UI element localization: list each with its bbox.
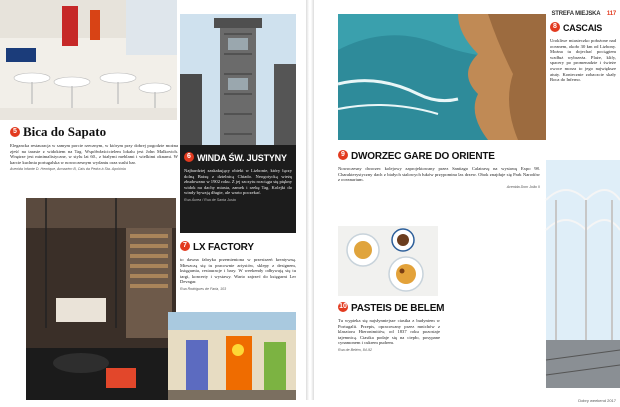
number-badge-icon: 10: [339, 302, 347, 310]
article-pasteis-de-belem: [338, 298, 445, 352]
article-bica-do-sapato: [10, 123, 178, 171]
article-heading: [10, 123, 178, 141]
article-address: Rua de Belém, 84-92: [338, 347, 372, 352]
article-address: Rua Rodrigues de Faria, 103: [180, 286, 227, 291]
article-address: Avenida Dom João II: [506, 184, 540, 189]
number-badge-icon: 8: [550, 22, 560, 32]
section-title: STREFA MIEJSKA: [551, 11, 601, 17]
page-gutter: [306, 0, 314, 400]
number-badge-icon: 7: [180, 241, 190, 251]
issue-label: Dobry weekend 2017: [578, 398, 616, 403]
right-page: [314, 0, 620, 403]
elevator-photo: [180, 14, 296, 154]
article-heading: [338, 298, 445, 316]
bookstore-photo: [26, 198, 176, 400]
article-address: Rua Áurea / Rua de Santa Justa: [184, 197, 236, 202]
page-number: 117: [606, 11, 616, 17]
article-lx-factory: [180, 237, 296, 291]
article-title: DWORZEC GARE DO ORIENTE: [351, 151, 495, 162]
article-title: CASCAIS: [563, 23, 603, 33]
pastries-photo: [338, 226, 438, 296]
article-title: PASTEIS DE BELEM: [351, 303, 445, 314]
article-address: Avenida Infante D. Henrique, Armazém B, Cais da Pedra à Sta. Apolónia: [10, 167, 126, 172]
left-page: [0, 0, 306, 400]
station-photo: [546, 160, 620, 388]
article-body: Urokliwe miasteczko położone nad oceanem, około 30 km od Lizbony. Można tu dojechać pociągiem wzdłuż wybrzeża. Plaże, klify, spacery po promenadzie i świeże owoce morza to jego największe atuty. Koniecznie zobaczcie skały Boca do Inferno.: [550, 38, 616, 83]
article-elevator: [180, 145, 296, 233]
article-body: Najbardziej zaskakujący obiekt w Lizbonie, który łączy dolną Baixę z dzielnicą Chiado. Neogotycką wieżę zbudowano w 1902 roku. Z jej szczytu rozciąga się piękny widok na dachy miasta, zamek i rzekę Tag. Kolejki do windy bywają długie, ale warto poczekać.: [184, 168, 292, 196]
article-title: WINDA ŚW. JUSTYNY: [197, 153, 287, 163]
footer: [504, 389, 616, 407]
article-heading: [180, 237, 296, 255]
article-body: Nowoczesny dworzec kolejowy zaprojektowany przez Santiago Calatravę na wystawę Expo 98. Charakterystyczny dach z białych stalowych łuków przypomina las drzew. Obok znajduje się Park Narodów z oceanarium.: [338, 166, 540, 183]
article-gare-do-oriente: [338, 146, 540, 189]
building-facade-photo: [168, 312, 296, 400]
article-heading: [550, 18, 616, 36]
article-body: Elegancka restauracja w samym porcie rzecznym, w którym przy dobrej pogodzie można zjeść na tarasie z widokiem na Tag. Współwłaścicielem lokalu jest John Malkovich. Wnętrze jest minimalistyczne, w stylu lat 60., z białymi meblami i wielkimi oknami. W karcie kuchnia portugalska w nowoczesnym wydaniu oraz sushi bar.: [10, 143, 178, 165]
restaurant-interior-photo: [0, 0, 177, 120]
article-cascais: [550, 18, 616, 83]
number-badge-icon: 9: [338, 150, 348, 160]
coast-photo: [338, 14, 546, 140]
number-badge-icon: 5: [10, 127, 20, 137]
number-badge-icon: 6: [184, 152, 194, 162]
article-body: to dawna fabryka przemieniona w przestrzeń kreatywną. Mieszczą się tu pracownie artystów, sklepy z designem, księgarnia, restauracje i bary. W weekendy odbywają się tu targi, koncerty i wystawy. Warto zajrzeć do księgarni Ler Devagar.: [180, 257, 296, 285]
article-title: Bica do Sapato: [23, 124, 107, 139]
article-heading: [184, 148, 292, 166]
article-title: LX FACTORY: [193, 242, 254, 253]
article-body: Tu wypieka się najsłynniejsze ciastka z budyniem w Portugalii. Przepis, opracowany przez mnichów z klasztoru Hieronimitów, od 1837 roku pozostaje tajemnicą. Ciastka podaje się na ciepło, posypane cynamonem i cukrem pudrem.: [338, 318, 440, 346]
article-heading: [338, 146, 540, 164]
